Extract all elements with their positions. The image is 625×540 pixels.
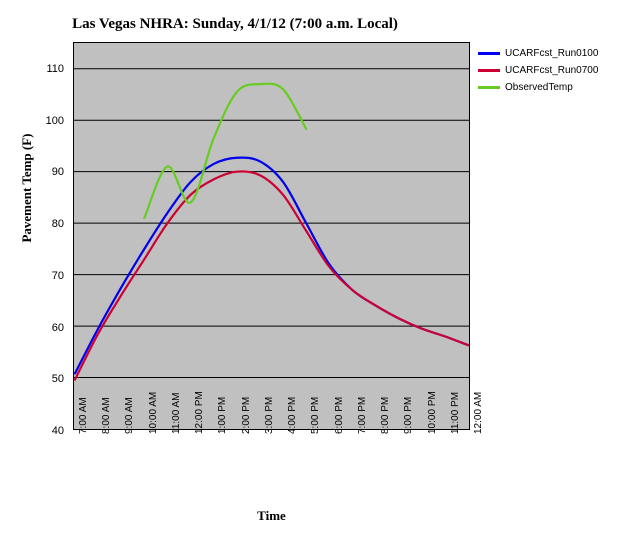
y-tick-label: 80 [51,218,64,231]
series-lines [74,43,469,429]
y-tick-label: 90 [51,166,64,179]
x-tick-label: 2:00 PM [240,396,252,434]
y-tick-label: 100 [45,114,64,127]
legend-label: UCARFcst_Run0100 [505,47,599,59]
x-tick-label: 10:00 AM [147,391,159,434]
y-axis-title: Pavement Temp (F) [19,133,34,243]
legend-color-swatch [478,52,500,55]
legend-label: ObservedTemp [505,81,573,93]
y-axis-tick-labels [0,42,70,437]
chart-legend [478,45,620,96]
x-tick-label: 8:00 PM [380,396,392,434]
x-axis-title: Time [257,508,286,523]
legend-item[interactable] [478,62,620,78]
x-tick-label: 5:00 PM [310,396,322,434]
y-tick-label: 60 [51,321,64,334]
y-tick-label: 110 [46,62,64,75]
y-tick-label: 70 [51,269,64,282]
x-tick-label: 9:00 PM [403,396,415,434]
legend-color-swatch [478,69,500,72]
legend-item[interactable] [478,45,620,61]
x-tick-label: 6:00 PM [333,396,345,434]
x-tick-label: 9:00 AM [124,397,136,434]
x-tick-label: 7:00 AM [78,397,89,434]
x-tick-label: 8:00 AM [101,397,113,434]
legend-label: UCARFcst_Run0700 [505,64,599,76]
legend-item[interactable] [478,79,620,95]
chart-title: Las Vegas NHRA: Sunday, 4/1/12 (7:00 a.m. Local) [72,16,398,32]
legend-color-swatch [478,86,500,89]
x-tick-label: 10:00 PM [426,391,438,434]
x-tick-label: 7:00 PM [356,396,368,434]
x-tick-label: 12:00 PM [194,391,206,434]
x-tick-label: 1:00 PM [217,396,229,434]
y-tick-label: 40 [51,425,64,437]
x-axis-tick-labels [73,391,484,504]
x-tick-label: 11:00 PM [449,391,461,434]
x-tick-label: 12:00 AM [473,391,484,434]
x-tick-label: 3:00 PM [263,396,275,434]
y-tick-label: 50 [51,373,64,386]
x-tick-label: 11:00 AM [170,392,182,434]
plot-area [73,42,470,430]
x-tick-label: 4:00 PM [287,396,299,434]
